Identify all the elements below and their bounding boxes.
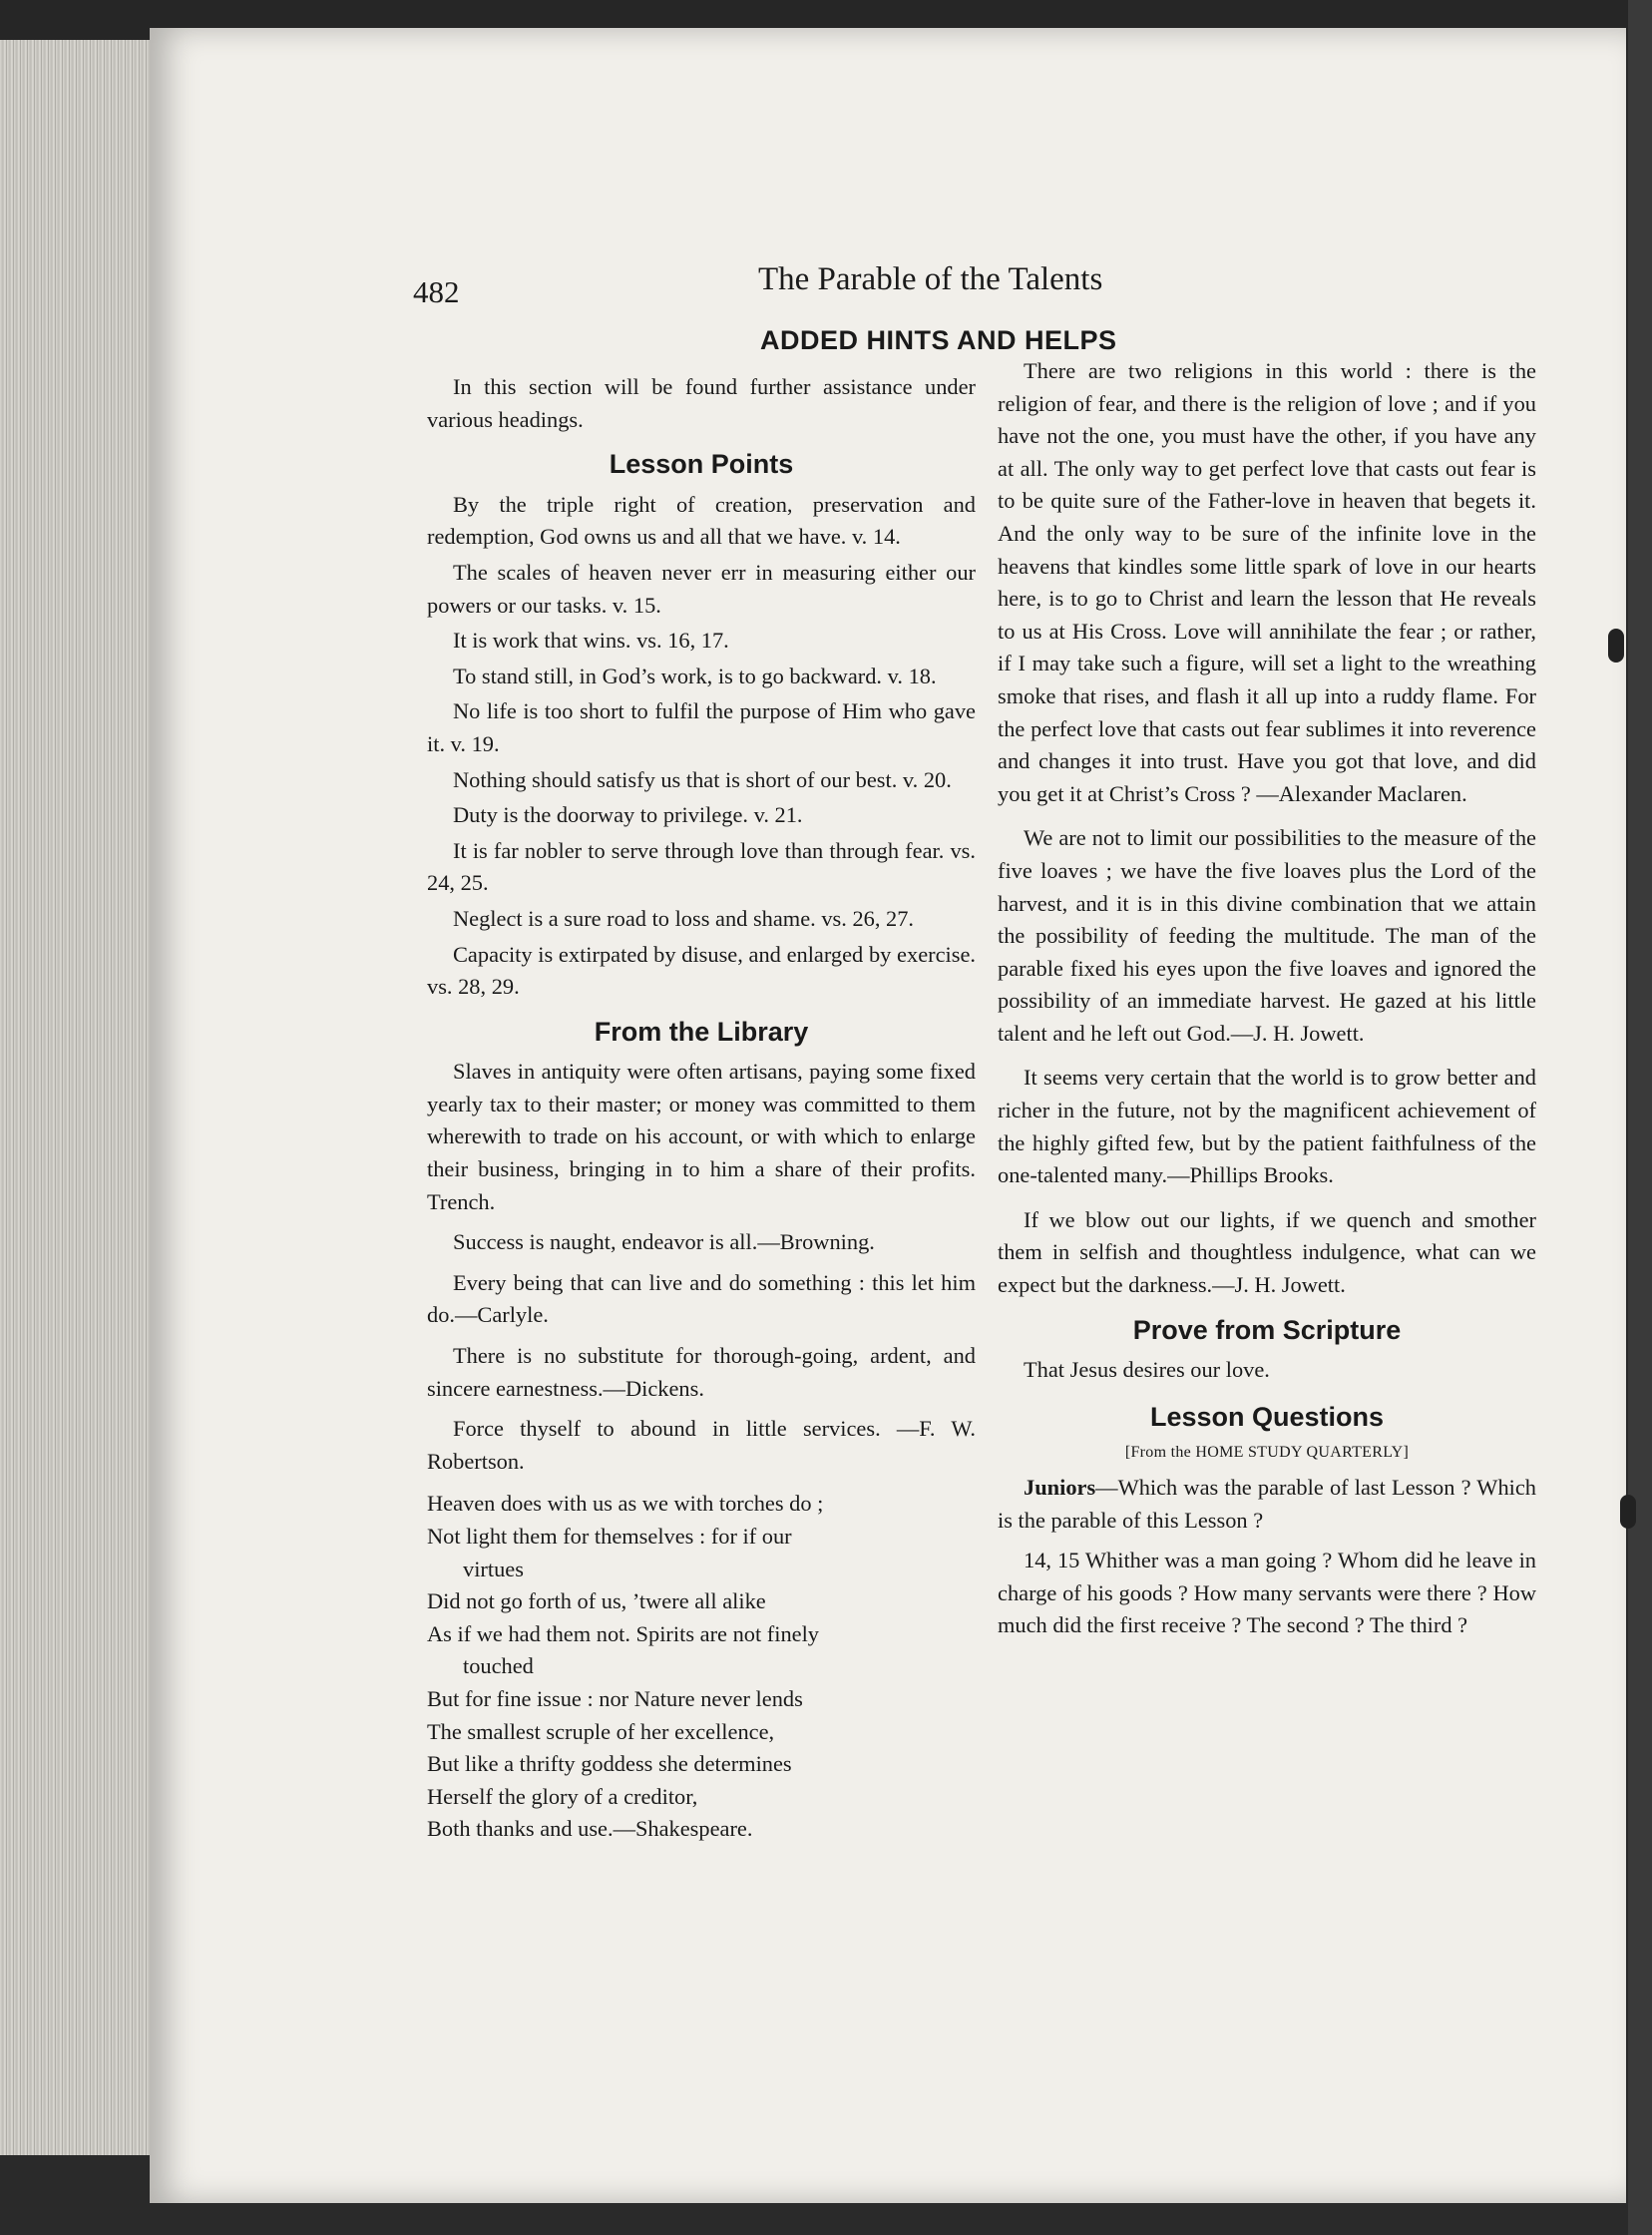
library-quote: There is no substitute for thorough-going, ardent, and sincere earnestness.—Dickens. — [427, 1343, 976, 1401]
binding-hole-mark — [1620, 1495, 1636, 1529]
library-heading: From the Library — [594, 1016, 809, 1047]
questions-source: [From the HOME STUDY QUARTERLY] — [1124, 1444, 1410, 1462]
lesson-point: Duty is the doorway to privilege. v. 21. — [453, 802, 803, 828]
lesson-point: Capacity is extirpated by disuse, and enlarged by exercise. vs. 28, 29. — [427, 941, 976, 1000]
scan-right-border — [1628, 0, 1652, 2235]
juniors-question — [998, 1472, 1536, 1537]
running-title: The Parable of the Talents — [758, 261, 1103, 297]
right-column — [998, 355, 1536, 1645]
book-page-edges — [0, 40, 160, 2155]
page-number: 482 — [413, 274, 460, 309]
binding-hole-mark — [1608, 629, 1624, 663]
lesson-point: Nothing should satisfy us that is short of our best. v. 20. — [453, 766, 952, 792]
prove-heading: Prove from Scripture — [1132, 1314, 1402, 1345]
library-quote: Success is naught, endeavor is all.—Browning. — [453, 1229, 875, 1255]
prove-text: That Jesus desires our love. — [1024, 1357, 1270, 1383]
intro-paragraph: In this section will be found further assistance under various headings. — [427, 374, 976, 432]
poem-line: Herself the glory of a creditor, — [427, 1783, 698, 1809]
section-heading: ADDED HINTS AND HELPS — [760, 325, 1117, 355]
poem-line: But like a thrifty goddess she determines — [427, 1751, 792, 1777]
lesson-point: By the triple right of creation, preservation and redemption, God owns us and all that we have. v. 14. — [427, 491, 976, 550]
left-column — [427, 371, 976, 1846]
lesson-questions-heading: Lesson Questions — [1149, 1401, 1385, 1432]
poem-line: Heaven does with us as we with torches do ; — [427, 1491, 824, 1517]
library-quote: Force thyself to abound in little services. —F. W. Robertson. — [427, 1416, 976, 1474]
quote-paragraph: There are two religions in this world : there is the religion of fear, and there is the religion of love ; and if you have not the one, you must have the other, if you have any at all. The only way to get perfect love that casts out fear is to be quite sure of the Father-love in heaven that begets it. And the only way to be sure of the infinite love in the heavens that kindles some little spark of love in our hearts here, is to go to Christ and learn the lesson that He reveals to us at His Cross. Love will annihilate the fear ; or rather, if I may take such a figure, will set a light to the wreathing smoke that rises, and flash it all up into a ruddy flame. For the perfect love that casts out fear sublimes it into reverence and changes it into trust. Have you got that love, and did you get it at Christ’s Cross ? —Alexander Maclaren. — [998, 358, 1536, 806]
poem-line: touched — [463, 1653, 534, 1679]
poem-line: Did not go forth of us, ’twere all alike — [427, 1588, 766, 1614]
quote-paragraph: If we blow out our lights, if we quench and smother them in selfish and thoughtless indulgence, what can we expect but the darkness.—J. H. Jowett. — [998, 1206, 1536, 1298]
poem-line: As if we had them not. Spirits are not finely — [427, 1620, 820, 1646]
library-quote: Every being that can live and do something : this let him do.—Carlyle. — [427, 1269, 976, 1328]
library-quote: Slaves in antiquity were often artisans, paying some fixed yearly tax to their master; or money was committed to them wherewith to trade on his account, or with which to enlarge their business, bringing in to him a share of their profits. Trench. — [427, 1059, 976, 1214]
poem-line: Not light them for themselves : for if our — [427, 1524, 792, 1549]
shakespeare-poem — [427, 1488, 976, 1846]
poem-line: But for fine issue : nor Nature never lends — [427, 1685, 803, 1711]
question-14-15: 14, 15 Whither was a man going ? Whom did he leave in charge of his goods ? How many servants were there ? How much did the first receive ? The second ? The third ? — [998, 1548, 1536, 1638]
quote-paragraph: We are not to limit our possibilities to the measure of the five loaves ; we have the five loaves plus the Lord of the harvest, and it is in this divine combination that we attain the possibility of feeding the multitude. The man of the parable fixed his eyes upon the five loaves and ignored the possibility of an immediate harvest. He gazed at his little talent and he left out God.—J. H. Jowett. — [998, 825, 1536, 1046]
lesson-point: Neglect is a sure road to loss and shame. vs. 26, 27. — [453, 905, 915, 931]
quote-paragraph: It seems very certain that the world is to grow better and richer in the future, not by the magnificent achievement of the highly gifted few, but by the patient faithfulness of the one-talented many.—Phillips Brooks. — [998, 1065, 1536, 1188]
lesson-point: To stand still, in God’s work, is to go backward. v. 18. — [453, 663, 937, 688]
lesson-point: It is far nobler to serve through love than through fear. vs. 24, 25. — [427, 837, 976, 896]
poem-line: virtues — [463, 1556, 524, 1581]
lesson-point: No life is too short to fulfil the purpose of Him who gave it. v. 19. — [427, 698, 976, 756]
lesson-points-heading: Lesson Points — [609, 449, 794, 480]
poem-line: Both thanks and use.—Shakespeare. — [427, 1816, 753, 1842]
lesson-point: It is work that wins. vs. 16, 17. — [453, 628, 729, 654]
juniors-label: Juniors — [1024, 1475, 1096, 1500]
juniors-text: —Which was the parable of last Lesson ? Which is the parable of this Lesson ? — [998, 1475, 1536, 1533]
poem-line: The smallest scruple of her excellence, — [427, 1718, 775, 1744]
lesson-point: The scales of heaven never err in measuring either our powers or our tasks. v. 15. — [427, 559, 976, 618]
